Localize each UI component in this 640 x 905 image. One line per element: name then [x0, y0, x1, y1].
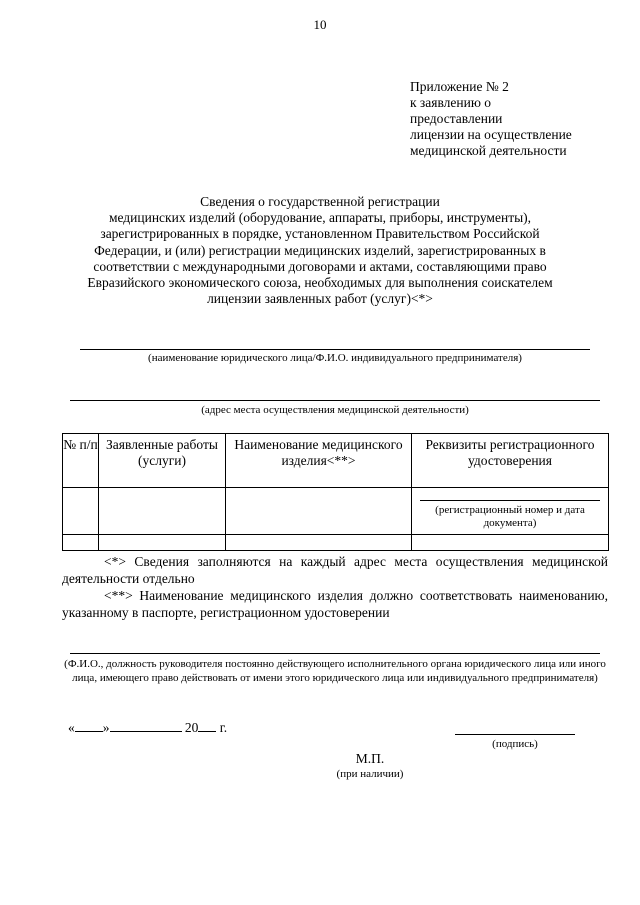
title-line: зарегистрированных в порядке, установленном Правительством Российской — [100, 226, 540, 242]
address-field[interactable] — [70, 400, 600, 401]
footnote-2: <**> Наименование медицинского изделия должно соответствовать наименованию, указанному в паспорте, регистрационном удостоверении — [62, 588, 608, 620]
date-field — [68, 719, 227, 736]
title-line: медицинских изделий (оборудование, аппараты, приборы, инструменты), — [108, 210, 532, 226]
col-header-works: Заявленные работы (услуги) — [99, 434, 226, 488]
title-line: лицензии заявленных работ (услуг)<*> — [207, 291, 433, 307]
table-cell[interactable] — [63, 535, 99, 551]
date-close-quote: » — [102, 720, 110, 735]
col-header-device-name: Наименование медицинского изделия<**> — [226, 434, 412, 488]
table-row — [63, 488, 609, 535]
footnote-1: <*> Сведения заполняются на каждый адрес места осуществления медицинской деятельности отдельно — [62, 554, 608, 586]
table-cell[interactable] — [99, 488, 226, 535]
col-header-registration: Реквизиты регистрационного удостоверения — [412, 434, 609, 488]
title-line: Сведения о государственной регистрации — [200, 194, 440, 209]
table-cell[interactable] — [226, 535, 412, 551]
date-open-quote: « — [68, 720, 75, 735]
devices-table — [62, 433, 609, 551]
table-cell[interactable] — [226, 488, 412, 535]
head-name-caption: (Ф.И.О., должность руководителя постоянно действующего исполнительного органа юридического лица или иного лица, имеющего право действовать от имени этого юридического лица или индивидуального предпринимателя) — [64, 658, 606, 684]
title-line: Федерации, и (или) регистрации медицинских изделий, зарегистрированных в — [94, 242, 546, 258]
registration-caption: (регистрационный номер и дата документа) — [435, 504, 585, 529]
footnotes — [62, 553, 608, 621]
appendix-line: Приложение № 2 — [410, 79, 509, 94]
appendix-line: предоставлении — [410, 111, 503, 126]
signature-field[interactable] — [455, 734, 575, 735]
table-cell[interactable] — [99, 535, 226, 551]
stamp-label: М.П. — [355, 751, 385, 766]
page-number: 10 — [313, 17, 327, 32]
table-cell[interactable] — [63, 488, 99, 535]
appendix-line: лицензии на осуществление — [410, 127, 572, 142]
appendix-header — [410, 79, 630, 159]
entity-name-caption: (наименование юридического лица/Ф.И.О. индивидуального предпринимателя) — [148, 352, 522, 364]
head-name-field[interactable] — [70, 653, 600, 654]
stamp-caption: (при наличии) — [336, 768, 404, 780]
table-header-row — [63, 434, 609, 488]
date-year-blank[interactable] — [198, 719, 216, 732]
title-line: Евразийского экономического союза, необходимых для выполнения соискателем — [87, 275, 553, 291]
date-day-blank[interactable] — [75, 719, 103, 732]
address-caption: (адрес места осуществления медицинской деятельности) — [201, 404, 469, 416]
signature-caption: (подпись) — [492, 738, 538, 750]
col-header-number: № п/п — [63, 434, 99, 488]
entity-name-field[interactable] — [80, 349, 590, 350]
date-month-blank[interactable] — [110, 719, 182, 732]
date-suffix: г. — [219, 720, 228, 735]
title-line: соответствии с международными договорами и актами, составляющими право — [93, 258, 547, 274]
table-cell[interactable] — [412, 535, 609, 551]
date-year-prefix: 20 — [184, 720, 199, 735]
table-row — [63, 535, 609, 551]
appendix-line: к заявлению о — [410, 95, 492, 110]
registration-cell[interactable] — [412, 488, 609, 535]
document-title — [40, 194, 600, 307]
appendix-line: медицинской деятельности — [410, 143, 567, 158]
